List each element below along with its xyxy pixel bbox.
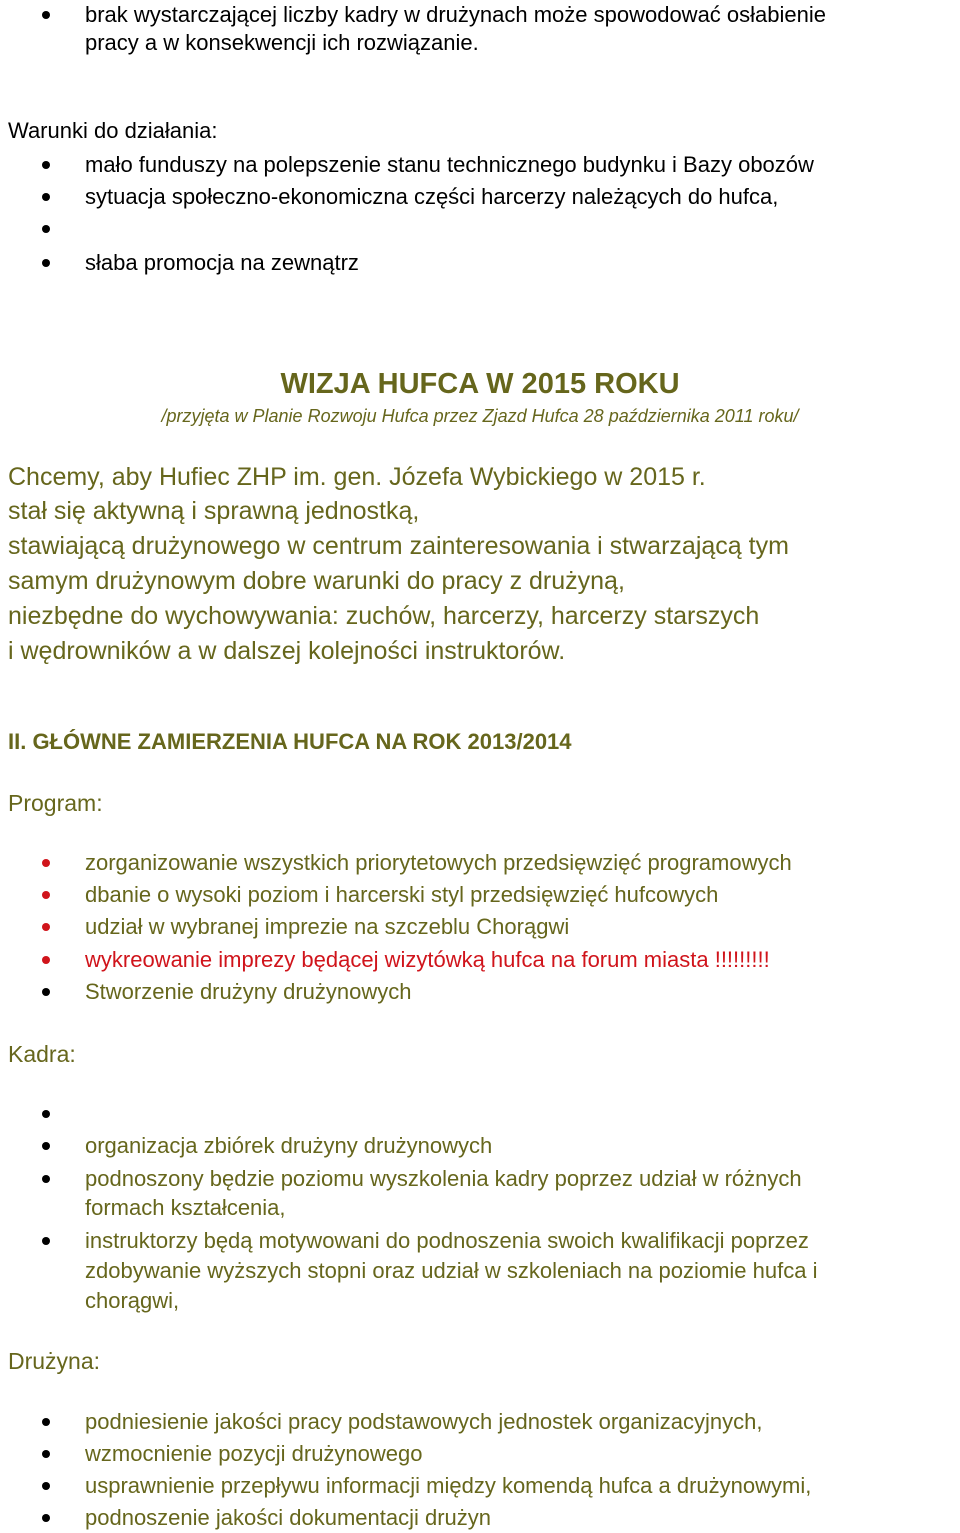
vision-title: WIZJA HUFCA W 2015 ROKU (280, 368, 680, 400)
list-item-text: zdobywanie wyższych stopni oraz udział w szkoleniach na poziomie hufca i (85, 1258, 818, 1283)
vision-line: Chcemy, aby Hufiec ZHP im. gen. Józefa Wybickiego w 2015 r. (8, 463, 706, 491)
bullet-icon (42, 923, 50, 931)
list-item-text: podniesienie jakości pracy podstawowych jednostek organizacyjnych, (85, 1409, 763, 1434)
list-item-text: podnoszenie jakości dokumentacji drużyn (85, 1505, 492, 1530)
list-item-text: pracy a w konsekwencji ich rozwiązanie. (85, 30, 479, 55)
list-item-text: udział w wybranej imprezie na szczeblu Chorągwi (85, 914, 570, 939)
list-item-text: mało funduszy na polepszenie stanu technicznego budynku i Bazy obozów (85, 152, 814, 177)
list-item-text: zorganizowanie wszystkich priorytetowych przedsięwzięć programowych (85, 850, 792, 875)
list-item-text: Stworzenie drużyny drużynowych (85, 979, 412, 1004)
list-item-text: usprawnienie przepływu informacji między komendą hufca a drużynowymi, (85, 1473, 812, 1498)
kadra-label: Kadra: (8, 1041, 76, 1067)
list-item-text: formach kształcenia, (85, 1195, 286, 1220)
bullet-icon (42, 161, 50, 169)
list-item-text: dbanie o wysoki poziom i harcerski styl przedsięwzięć hufcowych (85, 882, 719, 907)
bullet-icon (42, 988, 50, 996)
bullet-icon (42, 1110, 50, 1118)
vision-line: samym drużynowym dobre warunki do pracy z drużyną, (8, 567, 625, 595)
druzyna-label: Drużyna: (8, 1348, 101, 1374)
list-item-text: organizacja zbiórek drużyny drużynowych (85, 1133, 493, 1158)
bullet-icon (42, 956, 50, 964)
bullet-icon (42, 1514, 50, 1522)
bullet-icon (42, 225, 50, 233)
list-item-text: słaba promocja na zewnątrz (85, 250, 359, 275)
bullet-icon (42, 259, 50, 267)
list-item-text: sytuacja społeczno-ekonomiczna części harcerzy należących do hufca, (85, 184, 779, 209)
conditions-heading: Warunki do działania: (8, 118, 218, 143)
vision-line: niezbędne do wychowywania: zuchów, harcerzy, harcerzy starszych (8, 602, 760, 630)
bullet-icon (42, 1175, 50, 1183)
vision-line: i wędrowników a w dalszej kolejności instruktorów. (8, 637, 566, 665)
vision-subtitle: /przyjęta w Planie Rozwoju Hufca przez Zjazd Hufca 28 października 2011 roku/ (161, 406, 799, 426)
list-item-text: wzmocnienie pozycji drużynowego (85, 1441, 423, 1466)
bullet-icon (42, 1142, 50, 1150)
bullet-icon (42, 1482, 50, 1490)
vision-line: stawiającą drużynowego w centrum zainteresowania i stwarzającą tym (8, 532, 789, 560)
list-item-text: podnoszony będzie poziomu wyszkolenia kadry poprzez udział w różnych (85, 1166, 802, 1191)
bullet-icon (42, 891, 50, 899)
bullet-icon (42, 1237, 50, 1245)
vision-line: stał się aktywną i sprawną jednostką, (8, 497, 420, 525)
bullet-icon (42, 1418, 50, 1426)
bullet-icon (42, 859, 50, 867)
program-label: Program: (8, 790, 103, 816)
list-item-text: instruktorzy będą motywowani do podnoszenia swoich kwalifikacji poprzez (85, 1228, 809, 1253)
bullet-icon (42, 1450, 50, 1458)
list-item-text-highlight: wykreowanie imprezy będącej wizytówką hufca na forum miasta !!!!!!!!! (85, 947, 770, 972)
bullet-icon (42, 193, 50, 201)
list-item-text: brak wystarczającej liczby kadry w drużynach może spowodować osłabienie (85, 2, 826, 27)
list-item-text: chorągwi, (85, 1288, 180, 1313)
main-goals-heading: II. GŁÓWNE ZAMIERZENIA HUFCA NA ROK 2013/2014 (8, 729, 572, 754)
bullet-icon (42, 11, 50, 19)
